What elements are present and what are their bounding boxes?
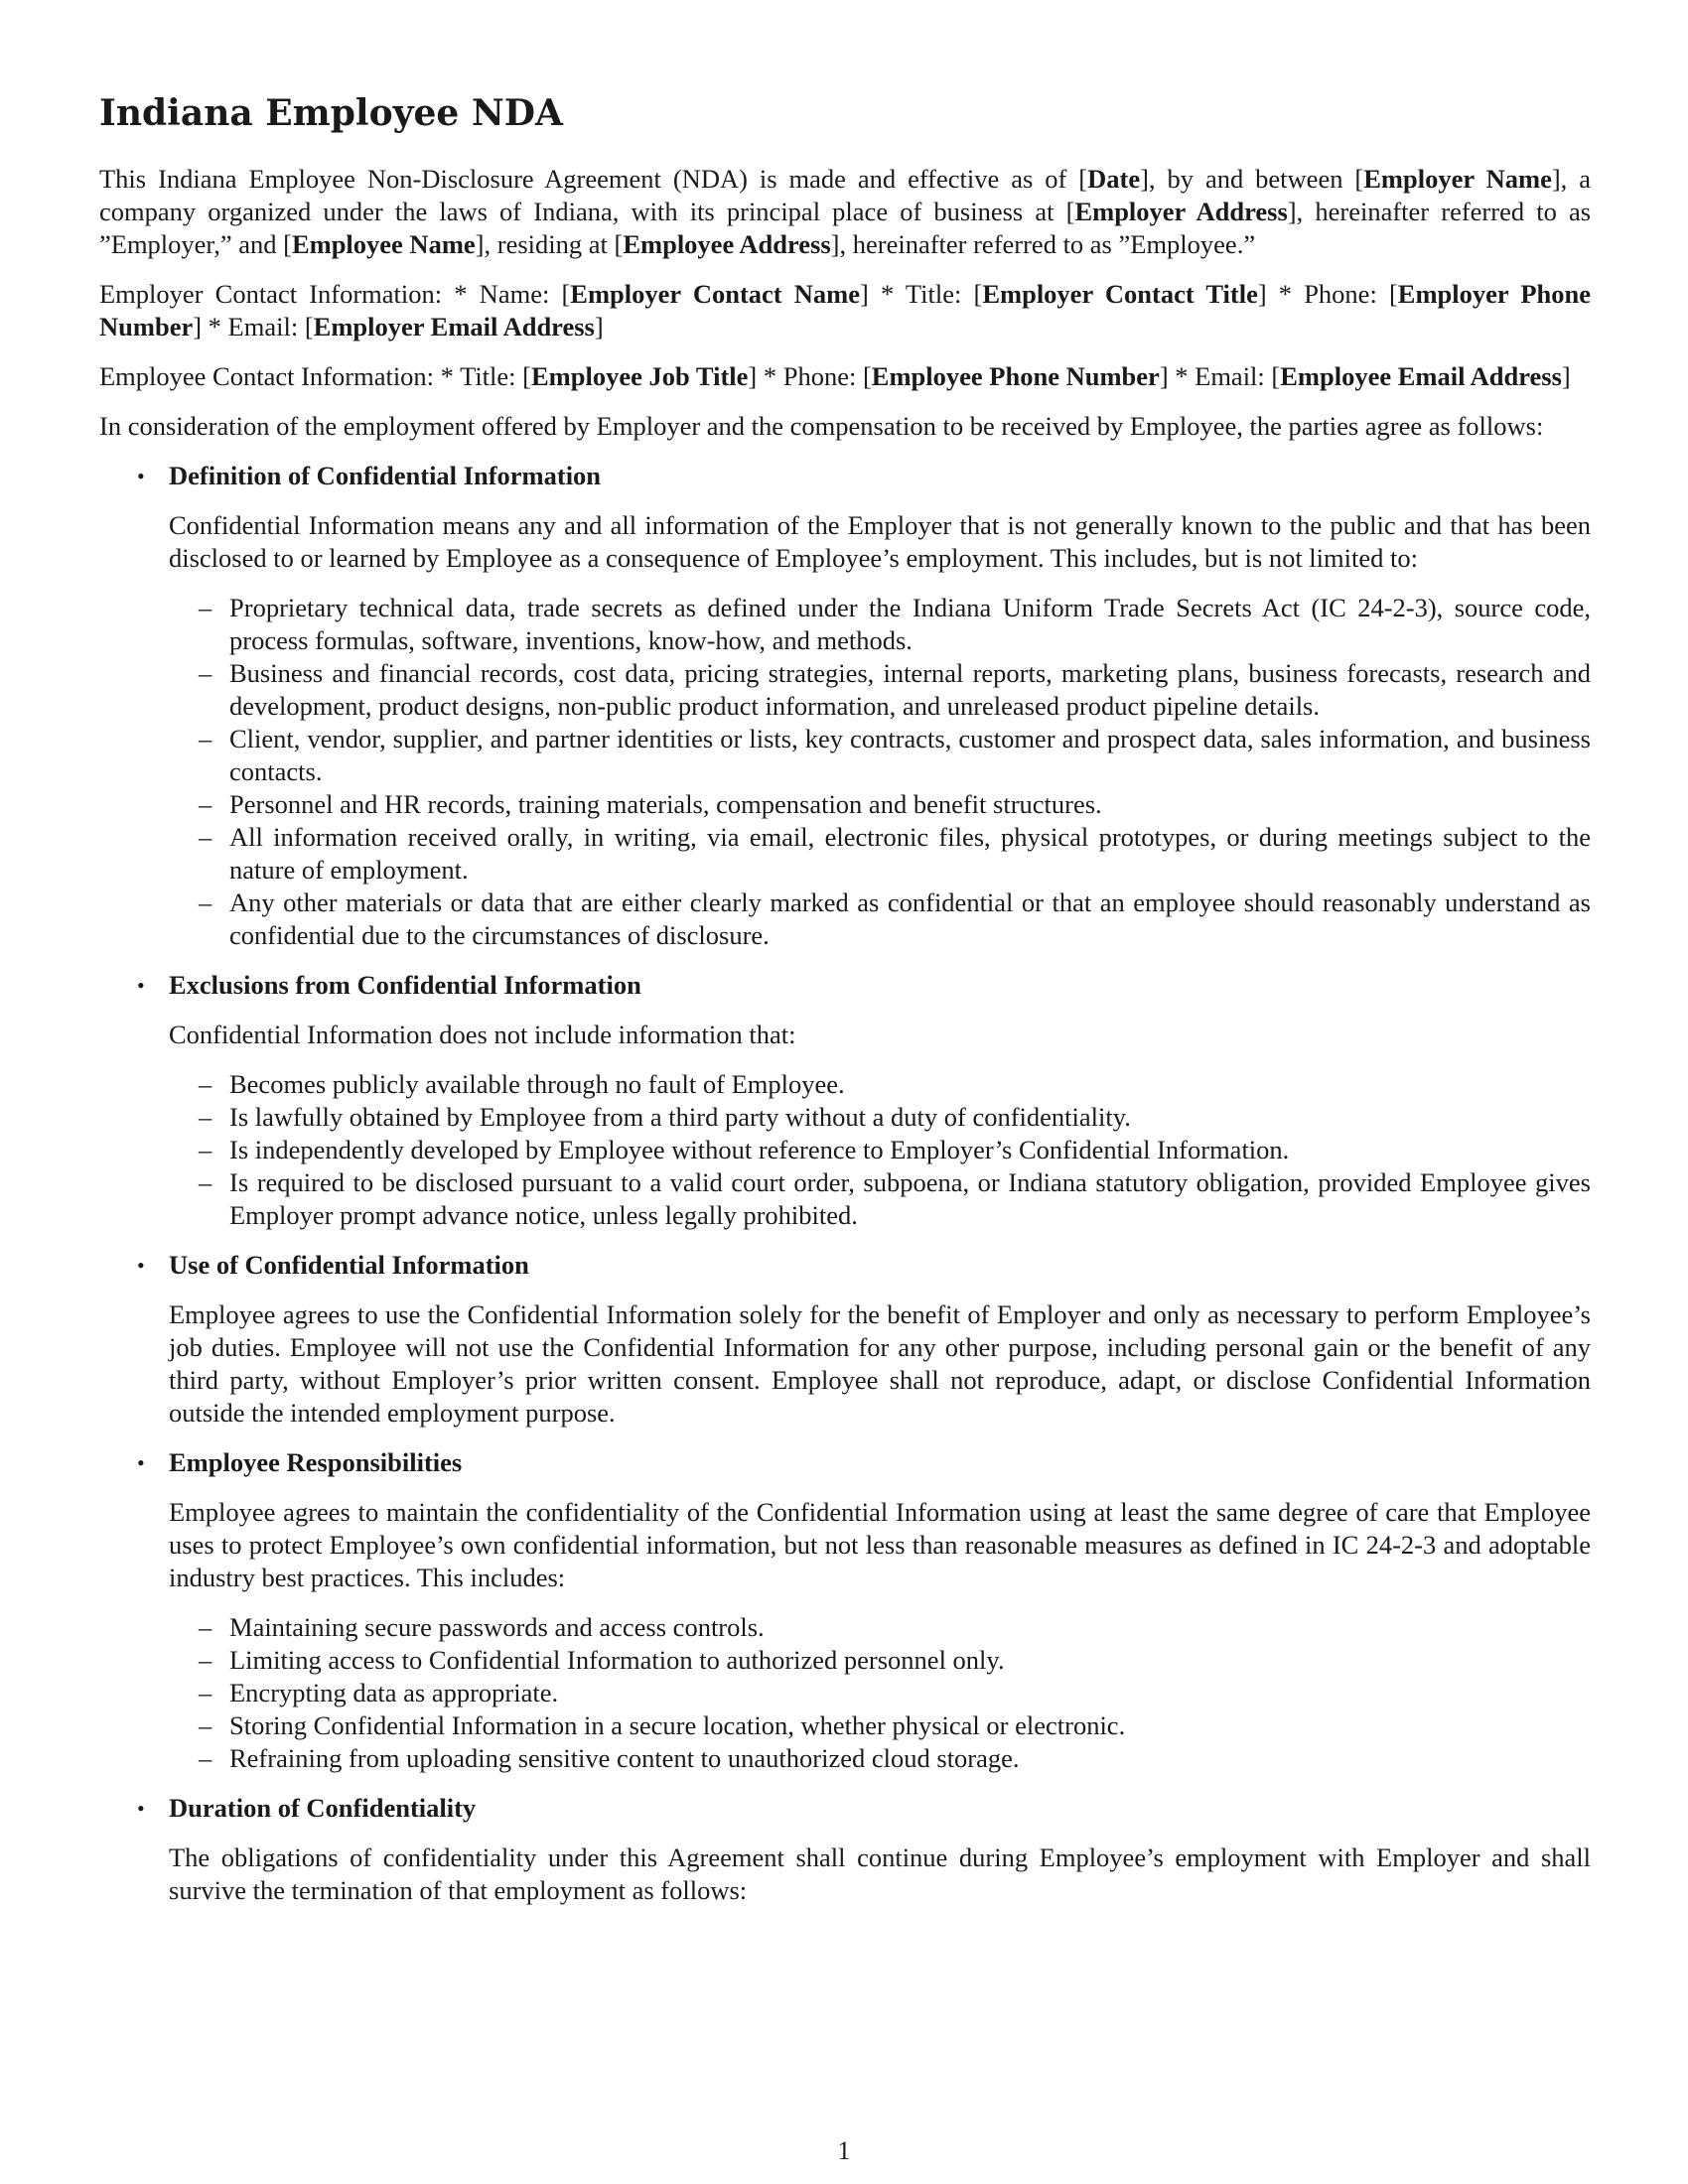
employer-contact-title: Employer Contact Title bbox=[982, 279, 1258, 309]
list-item-text: Is lawfully obtained by Employee from a third party without a duty of confidentiality. bbox=[229, 1102, 1131, 1132]
section-title: Exclusions from Confidential Information bbox=[169, 970, 641, 1000]
sub-item-list bbox=[169, 592, 1591, 952]
section-item bbox=[99, 460, 1591, 952]
sections-list bbox=[99, 460, 1591, 1907]
list-item-text: Proprietary technical data, trade secrets as defined under the Indiana Uniform Trade Secrets Act (IC 24-2-3), source code, process formulas, software, inventions, know-how, and methods. bbox=[229, 593, 1591, 655]
section-item bbox=[99, 1792, 1591, 1907]
dash-icon: – bbox=[199, 658, 212, 688]
list-item-text: Limiting access to Confidential Information to authorized personnel only. bbox=[229, 1645, 1005, 1675]
section-item bbox=[99, 1446, 1591, 1775]
dash-icon: – bbox=[199, 822, 212, 852]
list-item bbox=[169, 657, 1591, 723]
bullet-icon: • bbox=[137, 1796, 145, 1821]
list-item-text: Client, vendor, supplier, and partner identities or lists, key contracts, customer and prospect data, sales information, and business contacts. bbox=[229, 724, 1591, 786]
employer-contact-paragraph: Employer Contact Information: * Name: [Employer Contact Name] * Title: [Employer Contact Title] * Phone: [Employer Phone Number] * Email: [Employer Email Address] bbox=[99, 279, 1591, 341]
list-item bbox=[169, 1134, 1591, 1166]
employer-contact-name: Employer Contact Name bbox=[570, 279, 860, 309]
section-body: Employee agrees to maintain the confidentiality of the Confidential Information using at least the same degree of care that Employee uses to protect Employee’s own confidential information, but not less than reasonable measures as defined in IC 24-2-3 and adoptable industry best practices. This includes: bbox=[169, 1497, 1591, 1592]
list-item bbox=[169, 1101, 1591, 1134]
list-item-text: Maintaining secure passwords and access controls. bbox=[229, 1612, 765, 1642]
section-title: Employee Responsibilities bbox=[169, 1447, 463, 1477]
dash-icon: – bbox=[199, 887, 212, 917]
dash-icon: – bbox=[199, 1678, 212, 1707]
dash-icon: – bbox=[199, 1645, 212, 1675]
employee-contact-paragraph: Employee Contact Information: * Title: [Employee Job Title] * Phone: [Employee Phone Number] * Email: [Employee Email Address] bbox=[99, 361, 1571, 391]
list-item bbox=[169, 1709, 1591, 1742]
dash-icon: – bbox=[199, 724, 212, 753]
consideration-paragraph: In consideration of the employment offered by Employer and the compensation to be received by Employee, the parties agree as follows: bbox=[99, 411, 1544, 441]
section-item bbox=[99, 969, 1591, 1232]
list-item bbox=[169, 788, 1591, 821]
page-number: 1 bbox=[837, 2136, 851, 2165]
list-item-text: Business and financial records, cost data, pricing strategies, internal reports, marketing plans, business forecasts, research and development, product designs, non-public product information, and unreleased product pipeline details. bbox=[229, 658, 1591, 721]
list-item bbox=[169, 1677, 1591, 1709]
dash-icon: – bbox=[199, 1069, 212, 1099]
section-title: Use of Confidential Information bbox=[169, 1250, 529, 1280]
list-item-text: Becomes publicly available through no fault of Employee. bbox=[229, 1069, 845, 1099]
section-title: Definition of Confidential Information bbox=[169, 461, 602, 490]
dash-icon: – bbox=[199, 1135, 212, 1164]
page-title: Indiana Employee NDA bbox=[99, 92, 563, 134]
section-body: The obligations of confidentiality under this Agreement shall continue during Employee’s employment with Employer and shall survive the termination of that employment as follows: bbox=[169, 1843, 1591, 1905]
list-item-text: Is required to be disclosed pursuant to a valid court order, subpoena, or Indiana statutory obligation, provided Employee gives Employer prompt advance notice, unless legally prohibited. bbox=[229, 1167, 1591, 1230]
dash-icon: – bbox=[199, 789, 212, 819]
dash-icon: – bbox=[199, 1167, 212, 1197]
list-item-text: Any other materials or data that are either clearly marked as confidential or that an employee should reasonably understand as confidential due to the circumstances of disclosure. bbox=[229, 887, 1591, 950]
list-item bbox=[169, 821, 1591, 887]
list-item bbox=[169, 1742, 1591, 1775]
employee-email: Employee Email Address bbox=[1280, 361, 1562, 391]
employee-name-placeholder: Employee Name bbox=[291, 229, 476, 259]
section-item bbox=[99, 1249, 1591, 1430]
employer-address-placeholder: Employer Address bbox=[1074, 197, 1288, 226]
dash-icon: – bbox=[199, 1612, 212, 1642]
employee-address-placeholder: Employee Address bbox=[623, 229, 831, 259]
dash-icon: – bbox=[199, 1710, 212, 1740]
bullet-icon: • bbox=[137, 1450, 145, 1475]
bullet-icon: • bbox=[137, 1253, 145, 1278]
dash-icon: – bbox=[199, 1102, 212, 1132]
list-item bbox=[169, 1611, 1591, 1644]
dash-icon: – bbox=[199, 1743, 212, 1773]
bullet-icon: • bbox=[137, 973, 145, 998]
list-item bbox=[169, 592, 1591, 657]
employee-phone: Employee Phone Number bbox=[871, 361, 1160, 391]
date-placeholder: Date bbox=[1087, 164, 1141, 194]
list-item bbox=[169, 1166, 1591, 1232]
list-item-text: Is independently developed by Employee without reference to Employer’s Confidential Information. bbox=[229, 1135, 1290, 1164]
list-item-text: All information received orally, in writing, via email, electronic files, physical prototypes, or during meetings subject to the nature of employment. bbox=[229, 822, 1591, 885]
section-body: Confidential Information means any and all information of the Employer that is not generally known to the public and that has been disclosed to or learned by Employee as a consequence of Employee’s employment. This includes, but is not limited to: bbox=[169, 510, 1591, 573]
section-body: Confidential Information does not include information that: bbox=[169, 1020, 796, 1049]
sub-item-list bbox=[169, 1068, 1591, 1232]
list-item-text: Storing Confidential Information in a secure location, whether physical or electronic. bbox=[229, 1710, 1126, 1740]
employer-phone: Employer Phone Number bbox=[99, 279, 1591, 341]
section-title: Duration of Confidentiality bbox=[169, 1793, 477, 1823]
section-body: Employee agrees to use the Confidential Information solely for the benefit of Employer and only as necessary to perform Employee’s job duties. Employee will not use the Confidential Information for any other purpose, including personal gain or the benefit of any third party, without Employer’s prior written consent. Employee shall not reproduce, adapt, or disclose Confidential Information outside the intended employment purpose. bbox=[169, 1299, 1591, 1428]
intro-paragraph: This Indiana Employee Non-Disclosure Agreement (NDA) is made and effective as of [Date], by and between [Employer Name], a company organized under the laws of Indiana, with its principal place of business at [Employer Address], hereinafter referred to as ”Employer,” and [Employee Name], residing at [Employee Address], hereinafter referred to as ”Employee.” bbox=[99, 164, 1592, 259]
list-item-text: Personnel and HR records, training materials, compensation and benefit structures. bbox=[229, 789, 1102, 819]
employer-name-placeholder: Employer Name bbox=[1363, 164, 1552, 194]
employer-email: Employer Email Address bbox=[313, 312, 595, 341]
sub-item-list bbox=[169, 1611, 1591, 1775]
list-item-text: Refraining from uploading sensitive content to unauthorized cloud storage. bbox=[229, 1743, 1020, 1773]
list-item bbox=[169, 1644, 1591, 1677]
bullet-icon: • bbox=[137, 464, 145, 488]
document-page bbox=[99, 91, 1591, 1924]
employee-job-title: Employee Job Title bbox=[531, 361, 749, 391]
list-item-text: Encrypting data as appropriate. bbox=[229, 1678, 559, 1707]
list-item bbox=[169, 887, 1591, 952]
dash-icon: – bbox=[199, 593, 212, 622]
list-item bbox=[169, 723, 1591, 788]
list-item bbox=[169, 1068, 1591, 1101]
